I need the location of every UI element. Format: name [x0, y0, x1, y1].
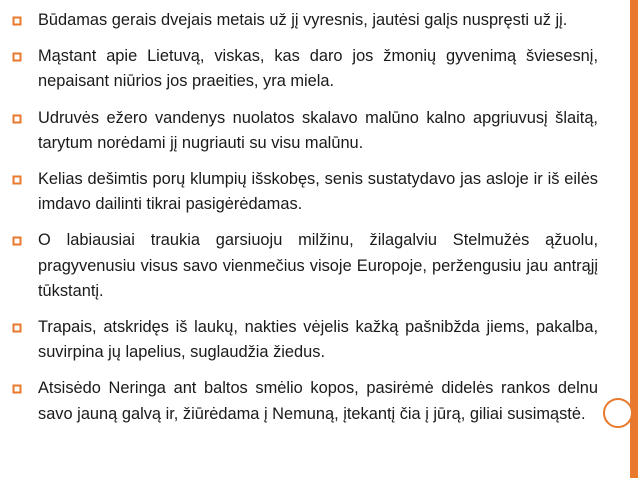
corner-circle-decoration	[603, 398, 633, 428]
bullet-text: Trapais, atskridęs iš laukų, nakties vėjelis kažką pašnibžda jiems, pakalba, suvirpina jų lapelius, suglaudžia žiedus.	[38, 318, 598, 362]
bullet-item	[12, 8, 598, 33]
bullet-item	[12, 228, 598, 304]
bullet-list	[12, 8, 598, 438]
bullet-text: Udruvės ežero vandenys nuolatos skalavo malūno kalno apgriuvusį šlaitą, tarytum norėdami jį nugriauti su visu malūnu.	[38, 108, 598, 152]
bullet-text: Mąstant apie Lietuvą, viskas, kas daro jos žmonių gyvenimą šviesesnį, nepaisant niūrios jos praeities, yra miela.	[38, 47, 598, 91]
bullet-item	[12, 315, 598, 365]
hollow-square-bullet-icon	[12, 175, 22, 185]
bullet-text: Būdamas gerais dvejais metais už jį vyresnis, jautėsi galįs nuspręsti už jį.	[38, 11, 568, 29]
hollow-square-bullet-icon	[12, 323, 22, 333]
bullet-text: Kelias dešimtis porų klumpių išskobęs, senis sustatydavo jas asloje ir iš eilės imdavo dailinti tikrai pasigėrėdamas.	[38, 170, 598, 214]
bullet-text: Atsisėdo Neringa ant baltos smėlio kopos, pasirėmė didelės rankos delnu savo jauną galvą ir, žiūrėdama į Nemuną, įtekantį čia į jūrą, giliai susimąstė.	[38, 379, 598, 423]
bullet-text: O labiausiai traukia garsiuoju milžinu, žilagalviu Stelmužės ąžuolu, pragyvenusiu visus savo vienmečius visoje Europoje, peržengusiu jau antrąjį tūkstantį.	[38, 231, 598, 300]
bullet-item	[12, 167, 598, 217]
bullet-item	[12, 376, 598, 426]
hollow-square-bullet-icon	[12, 384, 22, 394]
hollow-square-bullet-icon	[12, 16, 22, 26]
hollow-square-bullet-icon	[12, 236, 22, 246]
bullet-item	[12, 106, 598, 156]
hollow-square-bullet-icon	[12, 114, 22, 124]
bullet-item	[12, 44, 598, 94]
hollow-square-bullet-icon	[12, 52, 22, 62]
